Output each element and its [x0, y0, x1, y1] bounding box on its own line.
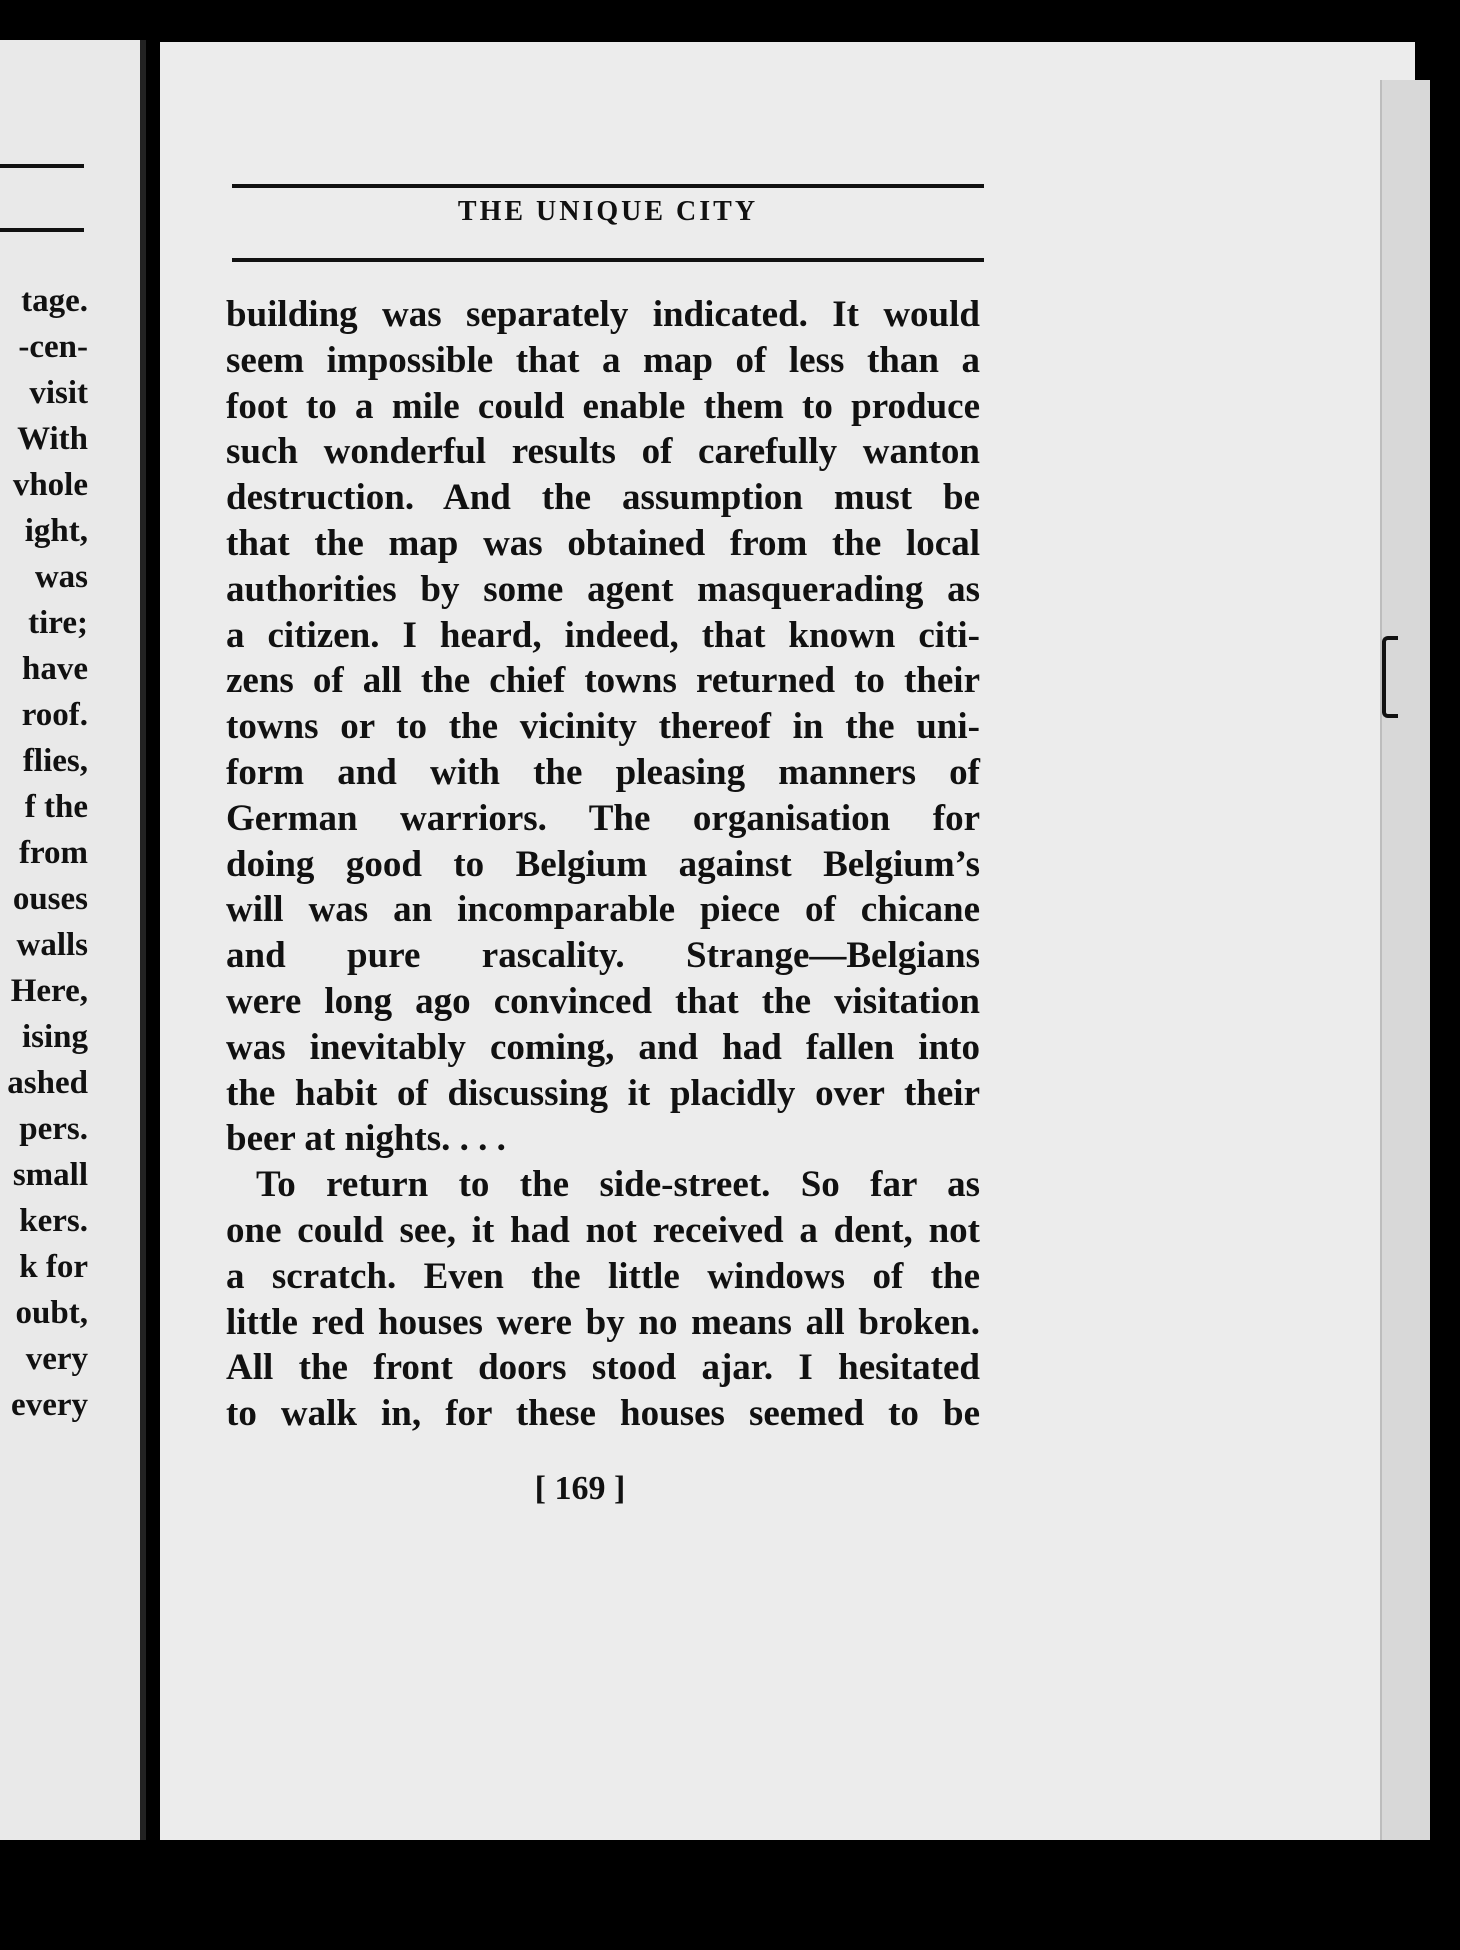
left-page-rule-top	[0, 164, 84, 168]
left-line: from	[18, 835, 88, 871]
text-line: All the front doors stood ajar. I hesitated	[226, 1347, 980, 1389]
text-line: little red houses were by no means all broken.	[226, 1301, 980, 1343]
left-line: k for	[19, 1249, 88, 1285]
left-line: roof.	[21, 697, 88, 733]
body-text	[226, 292, 980, 1437]
left-line: have	[22, 651, 88, 687]
text-line: To return to the side-street. So far as	[256, 1164, 980, 1206]
left-page-rule-bottom	[0, 228, 84, 232]
left-line: oubt,	[15, 1295, 88, 1331]
text-line: the habit of discussing it placidly over their	[226, 1072, 980, 1114]
left-line: ising	[21, 1019, 88, 1055]
left-line: -cen-	[18, 329, 88, 365]
left-line: Here,	[10, 973, 88, 1009]
text-line: to walk in, for these houses seemed to be	[226, 1393, 980, 1435]
text-line: foot to a mile could enable them to produce	[226, 385, 980, 427]
text-line: was inevitably coming, and had fallen into	[226, 1026, 980, 1068]
text-line: form and with the pleasing manners of	[226, 751, 980, 793]
header-rule-bottom	[232, 258, 984, 262]
text-line: a scratch. Even the little windows of the	[226, 1255, 980, 1297]
page-edge-strip	[1380, 80, 1430, 1860]
header-rule-top	[232, 184, 984, 188]
text-line: one could see, it had not received a dent, not	[226, 1209, 980, 1251]
text-line: German warriors. The organisation for	[226, 797, 980, 839]
left-line: visit	[29, 375, 88, 411]
text-line: doing good to Belgium against Belgium’s	[226, 843, 980, 885]
left-page-text	[0, 278, 88, 1428]
left-line: every	[11, 1387, 88, 1423]
text-line: destruction. And the assumption must be	[226, 477, 980, 519]
left-line: kers.	[19, 1203, 88, 1239]
text-line: zens of all the chief towns returned to their	[226, 660, 980, 702]
left-line: With	[17, 421, 88, 457]
running-head: THE UNIQUE CITY	[457, 196, 759, 227]
left-line: ashed	[7, 1065, 88, 1101]
text-line: that the map was obtained from the local	[226, 522, 980, 564]
left-line: walls	[16, 927, 88, 963]
left-line: pers.	[19, 1111, 88, 1147]
text-line: authorities by some agent masquerading as	[226, 568, 980, 610]
text-line: towns or to the vicinity thereof in the uni-	[226, 706, 980, 748]
left-line: tire;	[28, 605, 88, 641]
text-line: will was an incomparable piece of chicane	[226, 889, 980, 931]
margin-bracket-mark	[1382, 636, 1398, 718]
text-line: and pure rascality. Strange—Belgians	[226, 935, 980, 977]
text-line: were long ago convinced that the visitation	[226, 980, 980, 1022]
text-line: a citizen. I heard, indeed, that known citi-	[226, 614, 980, 656]
text-line: such wonderful results of carefully wanton	[226, 431, 980, 473]
left-line: ouses	[12, 881, 88, 917]
text-line: seem impossible that a map of less than a	[226, 339, 980, 381]
bottom-shadow	[130, 1840, 1460, 1950]
left-line: small	[12, 1157, 88, 1193]
text-line: beer at nights. . . .	[226, 1118, 506, 1160]
left-line: f the	[24, 789, 88, 825]
left-line: ight,	[24, 513, 88, 549]
left-page	[0, 40, 146, 1840]
page-number: [ 169 ]	[534, 1470, 626, 1507]
left-line: tage.	[21, 283, 88, 319]
left-line: flies,	[22, 743, 88, 779]
left-line: vhole	[12, 467, 88, 503]
left-line: was	[34, 559, 88, 595]
text-line: building was separately indicated. It would	[226, 294, 980, 335]
left-line: very	[25, 1341, 88, 1377]
